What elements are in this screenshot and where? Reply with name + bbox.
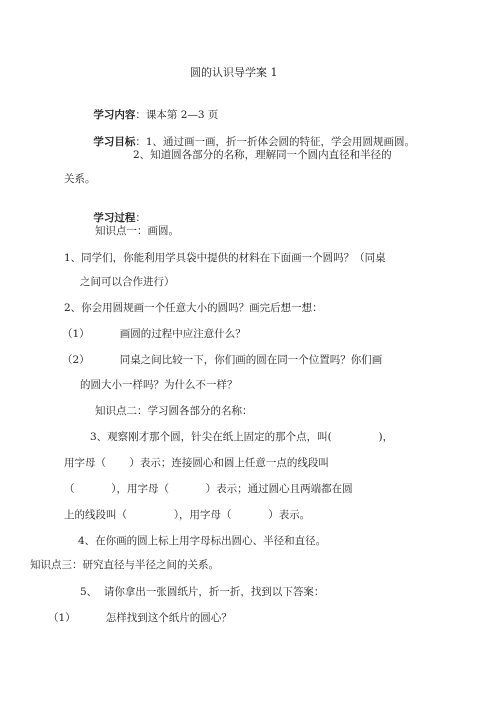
question-2: 2、你会用圆规画一个任意大小的圆吗？画完后想一想： (64, 302, 323, 314)
question-2-sub-2-line-1: （2） 同桌之间比较一下，你们画的圆在同一个位置吗？你们画 (62, 354, 383, 366)
learning-content-label: 学习内容 (93, 109, 136, 121)
question-5: 5、 请你拿出一张圆纸片，折一折，找到以下答案： (80, 586, 325, 598)
learning-goal-item-1: 1、通过画一画，折一折体会圆的特征，学会用圆规画圆。 (145, 136, 416, 148)
learning-goal-item-2: 2、知道圆各部分的名称，理解同一个圆内直径和半径的 (133, 149, 392, 161)
question-3-line-3: （ ），用字母（ ）表示；通过圆心且两端都在圆 (64, 483, 353, 495)
learning-content-text: 课本第 2—3 页 (145, 109, 219, 121)
question-5-sub-1: （1） 怎样找到这个纸片的圆心？ (48, 612, 232, 624)
knowledge-point-1-heading: 知识点一：画圆。 (95, 225, 179, 237)
learning-goal-sep: ： (135, 136, 146, 148)
question-3-line-2: 用字母（ ）表示；连接圆心和圆上任意一点的线段叫 (64, 457, 329, 469)
learning-goal-item-2-cont: 关系。 (64, 173, 96, 185)
knowledge-point-2-heading: 知识点二：学习圆各部分的名称： (95, 405, 253, 417)
question-1-line-1: 1、同学们，你能利用学具袋中提供的材料在下面画一个圆吗？（同桌 (64, 252, 386, 264)
knowledge-point-3-heading: 知识点三：研究直径与半径之间的关系。 (30, 559, 219, 571)
learning-process-sep: ： (135, 212, 146, 224)
question-3-line-1: 3、观察刚才那个圆，针尖在纸上固定的那个点，叫( )， (90, 431, 394, 443)
question-4: 4、在你画的圆上标上用字母标出圆心、半径和直径。 (78, 535, 327, 547)
document-title: 圆的认识导学案 1 (190, 66, 278, 79)
question-3-line-4: 上的线段叫（ ），用字母（ ）表示。 (64, 509, 311, 521)
learning-process-label: 学习过程 (93, 212, 136, 224)
question-1-line-2: 之间可以合作进行） (80, 276, 175, 288)
learning-content-sep: ： (135, 109, 146, 121)
learning-goal-label: 学习目标 (93, 136, 136, 148)
question-2-sub-1: （1） 画圆的过程中应注意什么？ (62, 328, 246, 340)
question-2-sub-2-line-2: 的圆大小一样吗？为什么不一样？ (80, 379, 238, 391)
